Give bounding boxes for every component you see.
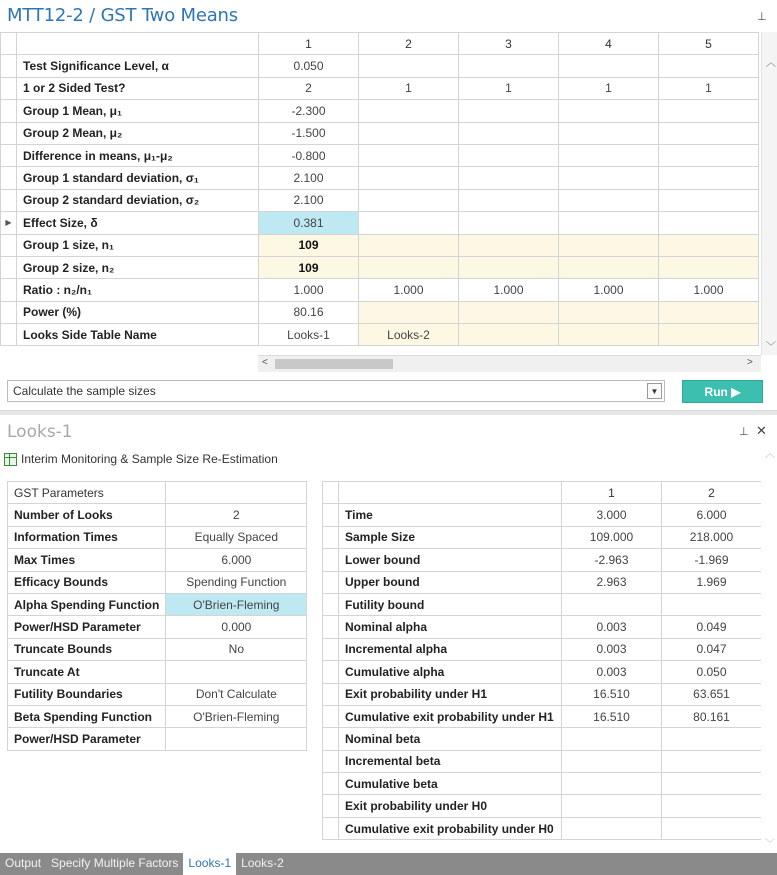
input-grid-table [0,32,759,346]
grid-cell[interactable]: 109 [259,234,359,256]
result-label: Cumulative alpha [339,661,562,683]
grid-cell[interactable]: 2 [259,77,359,99]
grid-cell[interactable] [459,189,559,211]
scroll-down-icon[interactable]: ﹀ [766,342,776,353]
grid-row-label: Group 1 Mean, μ₁ [17,100,259,122]
pin-icon[interactable]: ⊥ [757,11,767,23]
param-label: Truncate Bounds [8,638,166,660]
param-value[interactable]: O'Brien-Fleming [166,705,307,727]
row-header[interactable] [323,571,339,593]
param-value[interactable]: 6.000 [166,549,307,571]
result-label: Sample Size [339,526,562,548]
param-value[interactable]: Equally Spaced [166,526,307,548]
row-header[interactable] [323,638,339,660]
grid-row-label: Group 2 Mean, μ₂ [17,122,259,144]
tab-looks-2[interactable]: Looks-2 [241,856,284,870]
grid-cell[interactable] [559,212,659,234]
result-label: Futility bound [339,593,562,615]
grid-row-label: Effect Size, δ [17,212,259,234]
grid-cell[interactable] [359,55,459,77]
row-header[interactable] [323,750,339,772]
grid-cell[interactable] [659,100,759,122]
result-row [323,571,762,593]
param-value[interactable] [166,661,307,683]
param-label: Futility Boundaries [8,683,166,705]
grid-cell[interactable] [459,212,559,234]
grid-cell[interactable] [559,256,659,278]
grid-row [1,189,759,211]
grid-cell[interactable] [659,55,759,77]
row-header[interactable] [1,167,17,189]
grid-col-header[interactable]: 4 [559,33,659,55]
result-row [323,817,762,839]
result-cell[interactable]: 2.963 [562,571,662,593]
grid-cell[interactable]: 1.000 [559,279,659,301]
result-row [323,750,762,772]
row-header[interactable] [1,189,17,211]
grid-cell[interactable] [659,144,759,166]
looks-subtitle: Interim Monitoring & Sample Size Re-Estimation [21,452,278,466]
grid-cell[interactable] [359,212,459,234]
grid-cell[interactable]: 1 [459,77,559,99]
scroll-down-icon[interactable]: ﹀ [765,839,775,850]
result-cell[interactable]: 218.000 [662,526,762,548]
result-label: Cumulative exit probability under H1 [339,705,562,727]
result-row [323,549,762,571]
results-label-header [339,482,562,504]
result-row [323,616,762,638]
grid-cell[interactable] [459,100,559,122]
param-row [8,549,307,571]
grid-row-label: Power (%) [17,301,259,323]
result-cell[interactable]: 1.969 [662,571,762,593]
grid-cell[interactable] [559,324,659,346]
result-label: Exit probability under H0 [339,795,562,817]
grid-cell[interactable]: 1.000 [659,279,759,301]
grid-cell[interactable] [559,301,659,323]
param-row [8,593,307,615]
row-header[interactable] [323,817,339,839]
scroll-left-icon[interactable]: < [262,357,268,368]
grid-col-header[interactable]: 2 [359,33,459,55]
result-label: Incremental beta [339,750,562,772]
param-label: Alpha Spending Function [8,593,166,615]
row-header[interactable] [323,549,339,571]
grid-cell[interactable] [459,324,559,346]
scroll-right-icon[interactable]: > [747,357,753,368]
row-header[interactable] [323,705,339,727]
param-row [8,683,307,705]
result-row [323,593,762,615]
grid-row [1,234,759,256]
looks-subheader [4,452,278,466]
grid-row [1,77,759,99]
param-row [8,616,307,638]
grid-cell[interactable] [559,234,659,256]
result-cell[interactable]: 80.161 [662,705,762,727]
grid-cell[interactable]: -0.800 [259,144,359,166]
grid-cell[interactable]: 80.16 [259,301,359,323]
row-header[interactable] [1,100,17,122]
grid-vertical-scrollbar[interactable] [761,32,777,355]
param-label: Information Times [8,526,166,548]
result-label: Exit probability under H1 [339,683,562,705]
grid-row-label: Group 1 size, n₁ [17,234,259,256]
result-row [323,526,762,548]
result-cell[interactable]: 109.000 [562,526,662,548]
result-cell[interactable] [562,773,662,795]
calculation-dropdown[interactable] [7,380,665,402]
grid-cell[interactable]: 1 [659,77,759,99]
param-row [8,504,307,526]
pin-icon[interactable]: ⊥ [739,426,749,438]
result-cell[interactable]: 63.651 [662,683,762,705]
grid-row-label: Test Significance Level, α [17,55,259,77]
row-header[interactable] [1,212,17,234]
result-cell[interactable] [662,750,762,772]
result-cell[interactable] [662,593,762,615]
row-header[interactable] [1,55,17,77]
result-cell[interactable] [562,817,662,839]
param-label: Efficacy Bounds [8,571,166,593]
result-row [323,683,762,705]
param-value[interactable]: O'Brien-Fleming [166,593,307,615]
row-header[interactable] [1,279,17,301]
tab-looks-1[interactable]: Looks-1 [183,853,236,875]
result-row [323,728,762,750]
grid-cell[interactable] [559,122,659,144]
grid-row-label: Group 2 standard deviation, σ₂ [17,189,259,211]
grid-cell[interactable] [359,100,459,122]
result-cell[interactable] [562,750,662,772]
result-label: Time [339,504,562,526]
grid-cell[interactable]: 109 [259,256,359,278]
grid-row-label: Group 1 standard deviation, σ₁ [17,167,259,189]
grid-row [1,122,759,144]
grid-cell[interactable]: 2.100 [259,189,359,211]
grid-row [1,256,759,278]
result-cell[interactable]: 0.003 [562,616,662,638]
close-icon[interactable]: ✕ [756,423,767,438]
results-col-header[interactable]: 2 [662,482,762,504]
param-value[interactable]: 2 [166,504,307,526]
grid-cell[interactable]: 1.000 [259,279,359,301]
grid-cell[interactable] [659,234,759,256]
grid-col-header[interactable]: 1 [259,33,359,55]
grid-cell[interactable] [559,100,659,122]
params-header: GST Parameters [8,482,166,504]
scroll-thumb[interactable] [275,359,393,369]
result-cell[interactable]: 0.049 [662,616,762,638]
grid-cell[interactable] [559,189,659,211]
param-row [8,571,307,593]
grid-cell[interactable] [359,256,459,278]
result-label: Nominal beta [339,728,562,750]
grid-row-label: 1 or 2 Sided Test? [17,77,259,99]
row-header[interactable] [1,301,17,323]
result-label: Incremental alpha [339,638,562,660]
result-cell[interactable]: 0.003 [562,638,662,660]
grid-cell[interactable] [359,167,459,189]
param-row [8,728,307,750]
grid-cell[interactable] [659,189,759,211]
result-cell[interactable]: 0.003 [562,661,662,683]
param-value[interactable]: No [166,638,307,660]
result-cell[interactable] [562,593,662,615]
grid-cell[interactable] [459,234,559,256]
grid-cell[interactable] [659,256,759,278]
panel-splitter[interactable] [0,410,777,415]
result-cell[interactable] [562,795,662,817]
current-row-icon: ▶ [5,218,12,228]
grid-cell[interactable] [359,122,459,144]
result-row [323,705,762,727]
looks-vertical-scrollbar[interactable] [761,440,777,850]
result-label: Nominal alpha [339,616,562,638]
result-cell[interactable]: 16.510 [562,683,662,705]
grid-row [1,279,759,301]
grid-cell[interactable] [459,301,559,323]
result-cell[interactable]: 0.047 [662,638,762,660]
param-value[interactable]: 0.000 [166,616,307,638]
grid-cell[interactable] [659,122,759,144]
grid-row [1,301,759,323]
result-label: Upper bound [339,571,562,593]
row-header[interactable] [1,144,17,166]
row-header[interactable] [323,504,339,526]
grid-cell[interactable]: 1.000 [359,279,459,301]
grid-row-label: Ratio : n₂/n₁ [17,279,259,301]
row-header[interactable] [323,616,339,638]
param-row [8,661,307,683]
grid-cell[interactable] [459,256,559,278]
param-label: Power/HSD Parameter [8,728,166,750]
tab-specify-multiple-factors[interactable]: Specify Multiple Factors [51,856,179,870]
row-header[interactable] [1,122,17,144]
grid-cell[interactable] [359,301,459,323]
results-corner [323,482,339,504]
param-label: Power/HSD Parameter [8,616,166,638]
result-cell[interactable]: 3.000 [562,504,662,526]
row-header[interactable] [1,77,17,99]
dropdown-value: Calculate the sample sizes [13,384,156,398]
grid-cell[interactable] [559,144,659,166]
grid-row [1,100,759,122]
grid-cell[interactable]: Looks-2 [359,324,459,346]
param-label: Number of Looks [8,504,166,526]
result-row [323,773,762,795]
result-cell[interactable]: -2.963 [562,549,662,571]
grid-label-header [17,33,259,55]
result-cell[interactable] [662,773,762,795]
row-header[interactable] [1,256,17,278]
result-cell[interactable] [662,817,762,839]
grid-cell[interactable] [659,212,759,234]
row-header[interactable] [1,234,17,256]
scroll-up-icon[interactable]: ︿ [765,449,775,460]
grid-cell[interactable]: 1 [559,77,659,99]
param-label: Beta Spending Function [8,705,166,727]
results-col-header[interactable]: 1 [562,482,662,504]
chevron-down-icon[interactable]: ▼ [647,383,662,399]
grid-cell[interactable] [459,122,559,144]
result-label: Lower bound [339,549,562,571]
grid-cell[interactable] [659,167,759,189]
result-row [323,795,762,817]
grid-cell[interactable] [659,301,759,323]
grid-cell[interactable]: 0.050 [259,55,359,77]
document-title-bar [0,0,777,32]
grid-cell[interactable] [659,324,759,346]
grid-row-label: Group 2 size, n₂ [17,256,259,278]
grid-cell[interactable] [359,144,459,166]
tab-output[interactable]: Output [5,856,42,870]
row-header[interactable] [323,526,339,548]
grid-col-header[interactable]: 3 [459,33,559,55]
param-label: Truncate At [8,661,166,683]
grid-cell[interactable] [359,189,459,211]
param-row [8,638,307,660]
result-row [323,661,762,683]
document-tab-bar [0,853,777,875]
grid-cell[interactable]: -1.500 [259,122,359,144]
row-header[interactable] [323,661,339,683]
result-cell[interactable]: 16.510 [562,705,662,727]
result-row [323,638,762,660]
row-header[interactable] [323,683,339,705]
grid-row [1,55,759,77]
gst-parameters-table [7,481,307,751]
row-header[interactable] [323,795,339,817]
result-cell[interactable] [662,728,762,750]
result-label: Cumulative beta [339,773,562,795]
grid-cell[interactable] [459,167,559,189]
result-row [323,504,762,526]
grid-horizontal-scrollbar[interactable] [258,355,761,372]
param-value[interactable]: Spending Function [166,571,307,593]
result-cell[interactable] [662,795,762,817]
param-value[interactable] [166,728,307,750]
grid-cell[interactable] [359,234,459,256]
grid-corner [1,33,17,55]
looks-results-table [322,481,762,840]
param-row [8,526,307,548]
result-label: Cumulative exit probability under H0 [339,817,562,839]
grid-cell[interactable]: 1 [359,77,459,99]
table-icon [4,453,17,466]
grid-cell[interactable]: 2.100 [259,167,359,189]
grid-col-header[interactable]: 5 [659,33,759,55]
grid-cell[interactable] [459,144,559,166]
param-value[interactable]: Don't Calculate [166,683,307,705]
grid-row-label: Looks Side Table Name [17,324,259,346]
run-button[interactable]: Run ▶ [682,380,763,403]
grid-cell[interactable] [559,55,659,77]
params-header-blank [166,482,307,504]
grid-row [1,167,759,189]
grid-row-label: Difference in means, μ₁-μ₂ [17,144,259,166]
param-label: Max Times [8,549,166,571]
grid-cell[interactable] [459,55,559,77]
param-row [8,705,307,727]
result-cell[interactable] [562,728,662,750]
row-header[interactable] [323,593,339,615]
scroll-up-icon[interactable]: ︿ [766,58,776,69]
grid-cell[interactable]: -2.300 [259,100,359,122]
row-header[interactable] [1,324,17,346]
result-cell[interactable]: 6.000 [662,504,762,526]
row-header[interactable] [323,728,339,750]
result-cell[interactable]: 0.050 [662,661,762,683]
grid-row [1,324,759,346]
row-header[interactable] [323,773,339,795]
grid-row [1,144,759,166]
grid-cell[interactable] [559,167,659,189]
page-title: MTT12-2 / GST Two Means [7,5,238,26]
result-cell[interactable]: -1.969 [662,549,762,571]
looks-panel-title: Looks-1 [7,422,73,442]
grid-cell[interactable]: 1.000 [459,279,559,301]
grid-row [1,212,759,234]
grid-cell[interactable]: Looks-1 [259,324,359,346]
grid-cell[interactable]: 0.381 [259,212,359,234]
input-grid [0,32,777,372]
